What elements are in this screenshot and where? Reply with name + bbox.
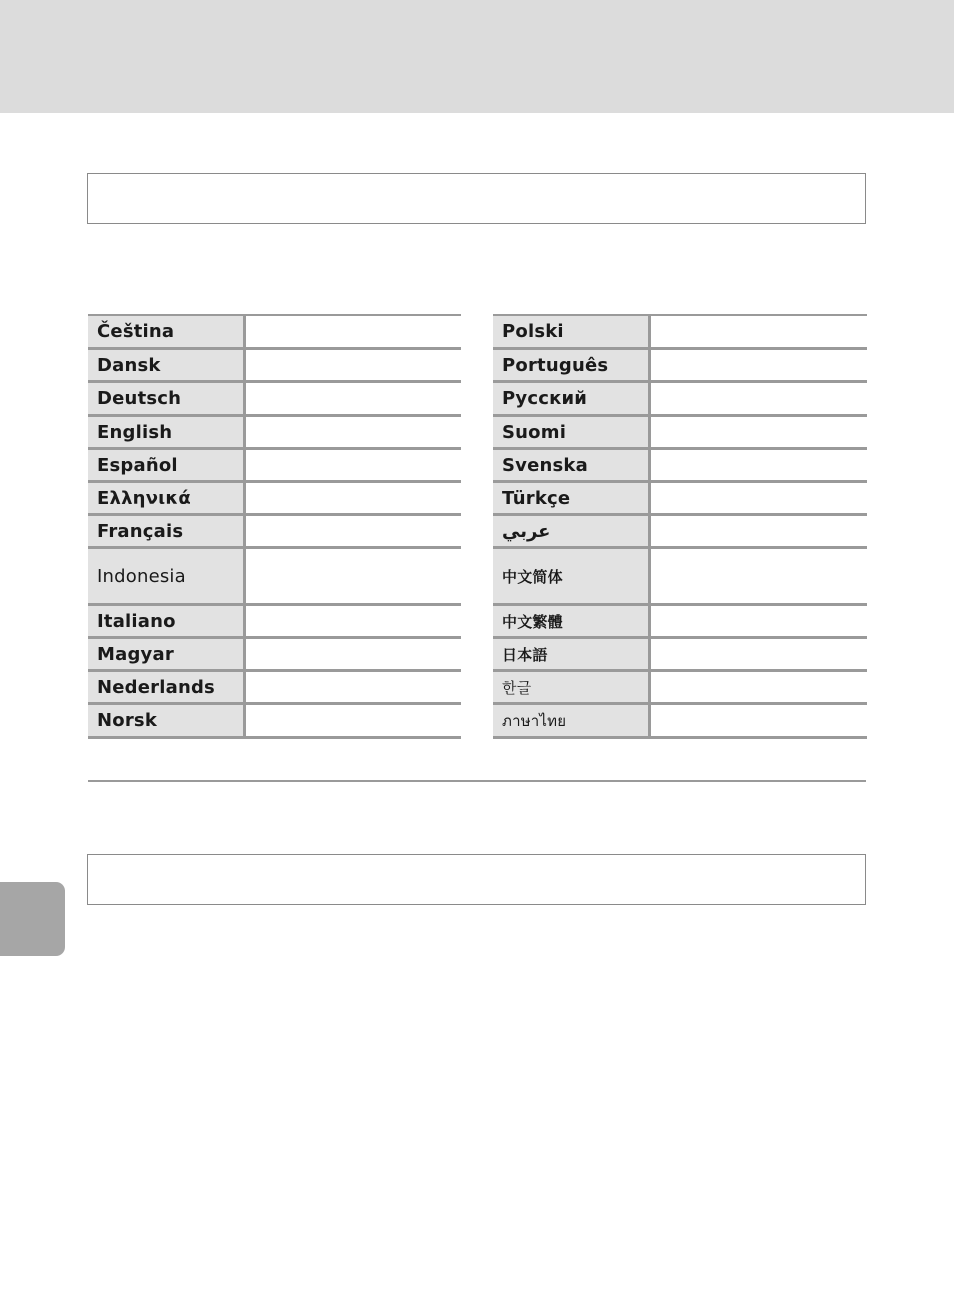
language-row (88, 516, 461, 549)
language-row (493, 672, 867, 705)
language-row (88, 639, 461, 672)
header-band (0, 0, 954, 113)
language-value-cell (246, 516, 461, 546)
language-value-cell (246, 417, 461, 447)
language-row (493, 639, 867, 672)
language-value-cell (651, 639, 867, 669)
language-label: Dansk (88, 350, 246, 380)
language-value-cell (651, 483, 867, 513)
language-label: Deutsch (88, 383, 246, 414)
language-label: Svenska (493, 450, 651, 480)
language-row (88, 606, 461, 639)
language-label: Français (88, 516, 246, 546)
language-value-cell (651, 549, 867, 603)
language-value-cell (651, 606, 867, 636)
language-row (493, 705, 867, 739)
language-label: Suomi (493, 417, 651, 447)
language-value-cell (246, 672, 461, 702)
language-row (493, 516, 867, 549)
language-row (493, 417, 867, 450)
language-row (88, 705, 461, 739)
language-row (88, 417, 461, 450)
language-label: Русский (493, 383, 651, 414)
language-row (88, 483, 461, 516)
language-value-cell (246, 639, 461, 669)
language-value-cell (651, 450, 867, 480)
language-value-cell (651, 672, 867, 702)
language-value-cell (246, 383, 461, 414)
language-row (88, 350, 461, 383)
language-value-cell (651, 417, 867, 447)
language-label: Português (493, 350, 651, 380)
language-row (88, 316, 461, 350)
language-row (493, 350, 867, 383)
language-label: Magyar (88, 639, 246, 669)
language-value-cell (246, 450, 461, 480)
side-thumb-tab (0, 882, 65, 956)
section-divider (88, 780, 866, 782)
language-label: Indonesia (88, 549, 246, 603)
language-label: Español (88, 450, 246, 480)
language-label: Italiano (88, 606, 246, 636)
language-value-cell (651, 516, 867, 546)
language-label: 中文繁體 (493, 606, 651, 636)
language-value-cell (651, 350, 867, 380)
language-label: 日本語 (493, 639, 651, 669)
language-table-right (493, 314, 867, 739)
language-row (493, 383, 867, 417)
language-label: Norsk (88, 705, 246, 736)
language-label: Ελληνικά (88, 483, 246, 513)
language-value-cell (246, 316, 461, 347)
language-label: Nederlands (88, 672, 246, 702)
language-label: عربي (493, 516, 651, 546)
language-row (88, 672, 461, 705)
language-row (88, 383, 461, 417)
language-value-cell (246, 606, 461, 636)
language-label: 한글 (493, 672, 651, 702)
language-label: Türkçe (493, 483, 651, 513)
language-value-cell (651, 705, 867, 736)
language-value-cell (246, 350, 461, 380)
language-value-cell (246, 705, 461, 736)
language-row (88, 549, 461, 606)
language-row (493, 316, 867, 350)
language-label: ภาษาไทย (493, 705, 651, 736)
language-row (493, 450, 867, 483)
language-value-cell (651, 316, 867, 347)
language-value-cell (246, 483, 461, 513)
top-note-box (87, 173, 866, 224)
language-value-cell (246, 549, 461, 603)
language-row (493, 483, 867, 516)
language-label: English (88, 417, 246, 447)
language-label: 中文简体 (493, 549, 651, 603)
language-row (493, 549, 867, 606)
language-label: Polski (493, 316, 651, 347)
language-row (493, 606, 867, 639)
language-table-left (88, 314, 461, 739)
bottom-note-box (87, 854, 866, 905)
language-row (88, 450, 461, 483)
language-label: Čeština (88, 316, 246, 347)
language-value-cell (651, 383, 867, 414)
